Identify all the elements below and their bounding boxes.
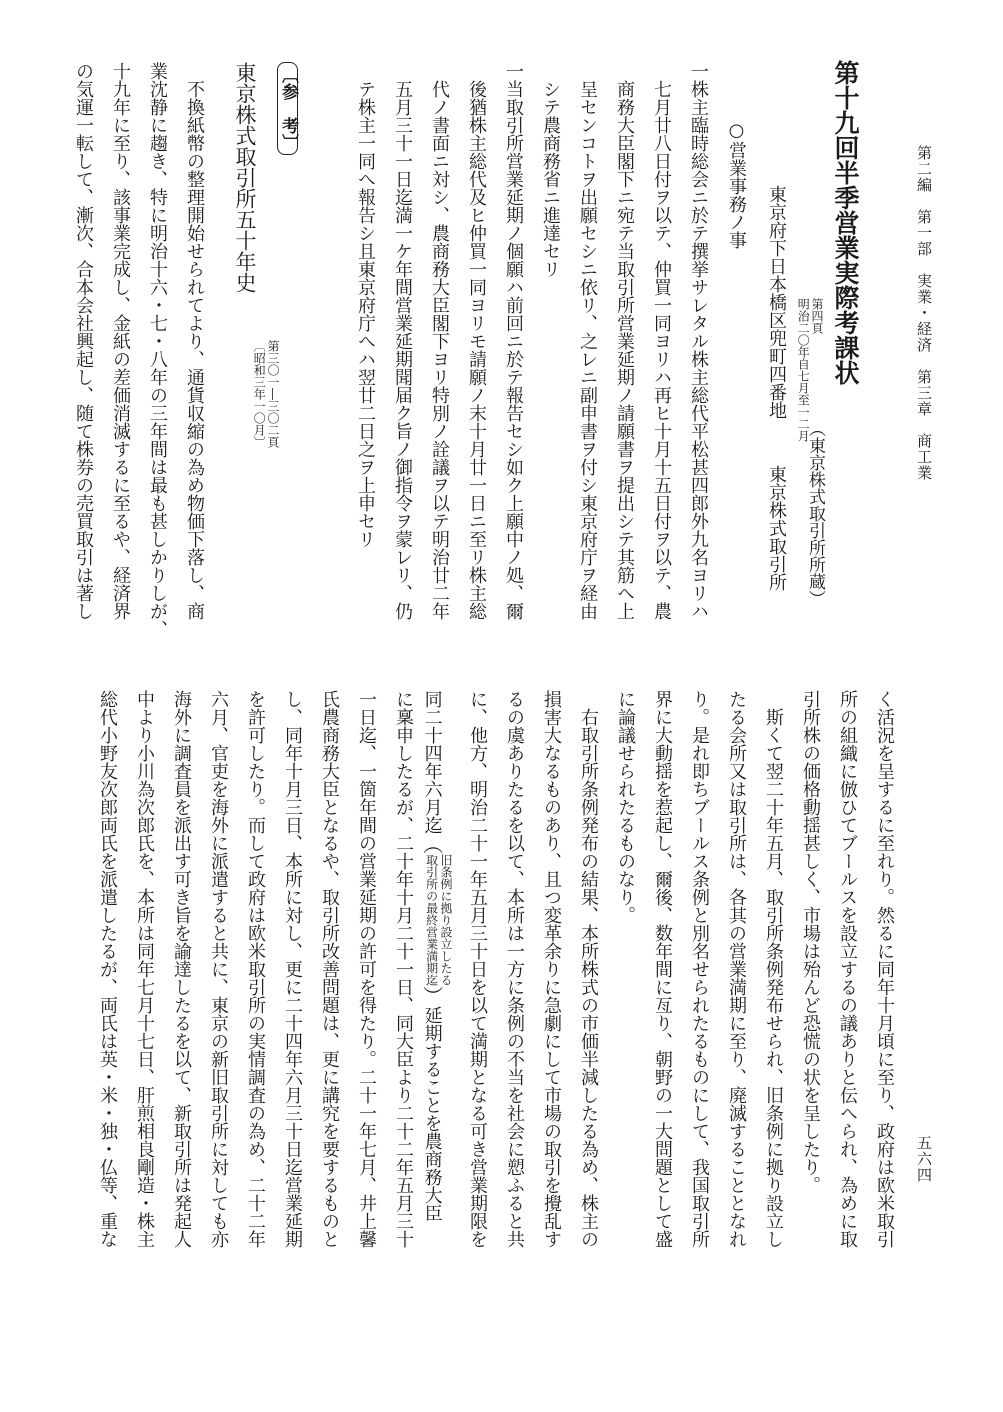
body-line: 商務大臣閣下ニ宛テ当取引所営業延期ノ請願書ヲ提出シテ其筋へ上 — [614, 80, 635, 620]
inline-note-line: 取引所の最終営業満期迄 — [424, 854, 439, 986]
body-line: テ株主一同へ報告シ且東京府庁へハ翌廿二日之ヲ上申セリ — [355, 80, 376, 548]
body-line: に論議せられたるものなり。 — [615, 690, 636, 924]
body-line-with-note: 同二十四年六月迄（旧条例に拠り設立したる 取引所の最終営業満期迄）延期することを農商務大臣 — [419, 690, 453, 1222]
body-line: 一株主臨時総会ニ於テ撰挙サレタル株主総代平松甚四郎外九名ヨリハ — [688, 62, 709, 620]
body-line: 一日迄、一箇年間の営業延期の許可を得たり。二十一年七月、井上馨 — [356, 690, 377, 1248]
body-line: 中より小川為次郎氏を、本所は同年七月十七日、肝煎相良剛造・株主 — [134, 690, 155, 1248]
reference-date: 〔昭和三年一〇月〕 — [252, 340, 267, 448]
body-line: 氏農商務大臣となるや、取引所改善問題は、更に講究を要するものと — [319, 690, 340, 1248]
body-text: 同二十四年六月迄 — [421, 690, 443, 834]
body-text: 延期することを農商務大臣 — [421, 1006, 443, 1222]
body-line: 右取引所条例発布の結果、本所株式の市価半減したる為め、株主の — [578, 708, 599, 1248]
body-line: に、他方、明治二十一年五月三十日を以て満期となる可き営業期限を — [467, 690, 488, 1248]
body-line: たる会所又は取引所は、各其の営業満期に至り、廃滅することとなれ — [726, 690, 747, 1248]
body-line: シテ農商務省ニ進達セリ — [540, 80, 561, 278]
document-title: 第十九回半季営業実際考課状 — [831, 60, 860, 385]
organization: 東京株式取引所 — [766, 465, 787, 591]
page-number: 五六四 — [915, 1135, 933, 1183]
body-line: 五月三十一日迄満一ケ年間営業延期聞届ク旨ノ御指令ヲ蒙レリ、仍 — [392, 80, 413, 620]
body-line: るの虞ありたるを以て、本所は一方に条例の不当を社会に愬ふると共 — [504, 690, 525, 1248]
inline-note-line: 旧条例に拠り設立したる — [439, 854, 453, 986]
body-line: 界に大動揺を惹起し、爾後、数年間に亙り、朝野の一大問題として盛 — [652, 690, 673, 1248]
body-line: 損害大なるものあり、且つ変革余りに急劇にして市場の取引を攪乱す — [541, 690, 562, 1248]
body-line: り。是れ即ちブールス条例と別名せられたるものにして、我国取引所 — [689, 690, 710, 1248]
body-line: を許可したり。而して政府は欧米取引所の実情調査の為め、二十二年 — [245, 690, 266, 1248]
body-line: 呈センコトヲ出願セシニ依リ、之レニ副申書ヲ付シ東京府庁ヲ経由 — [577, 80, 598, 620]
address: 東京府下日本橋区兜町四番地 — [766, 185, 787, 419]
reference-body-line: 業沈静に趨き、特に明治十六・七・八年の三年間は最も甚しかりしが、 — [147, 62, 168, 638]
body-line: 引所株の価格動揺甚しく、市場は殆んど恐慌の状を呈したり。 — [800, 690, 821, 1194]
reference-title: 東京株式取引所五十年史 — [233, 62, 257, 293]
section-heading: ○営業事務ノ事 — [726, 120, 747, 249]
reference-body-line: 十九年に至り、該事業完成し、金紙の差価消滅するに至るや、経済界 — [110, 62, 131, 620]
body-line: 後猶株主総代及ヒ仲買一同ヨリモ請願ノ末十月廿一日ニ至リ株主総 — [466, 80, 487, 620]
body-line: に稟申したるが、二十年十月二十一日、同大臣より二十二年五月三十 — [393, 690, 414, 1248]
body-line: 六月、官吏を海外に派遣すると共に、東京の新旧取引所に対しても亦 — [208, 690, 229, 1248]
running-header: 第二編 第一部 実業・経済 第三章 商工業 — [915, 145, 933, 481]
reference-pages: 第三〇一―三〇二頁 — [266, 340, 280, 448]
body-line: 代ノ書面ニ対シ、農商務大臣閣下ヨリ特別ノ詮議ヲ以テ明治廿二年 — [429, 80, 450, 620]
reference-body-line: 不換紙幣の整理開始せられてより、通貨収縮の為め物価下落し、商 — [184, 80, 205, 620]
inline-note — [424, 854, 453, 986]
body-line: 総代小野友次郎両氏を派遣したるが、両氏は英・米・独・仏等、重な — [97, 690, 118, 1248]
body-line: 海外に調査員を派出す可き旨を諭達したるを以て、新取引所は発起人 — [171, 690, 192, 1248]
body-line: 斯くて翌二十年五月、取引所条例発布せられ、旧条例に拠り設立し — [763, 708, 784, 1248]
reference-label: 〔参 考〕 — [277, 62, 298, 155]
body-line: 一当取引所営業延期ノ個願ハ前回ニ於テ報告セシ如ク上願中ノ処、爾 — [503, 62, 524, 620]
body-line: 所の組織に倣ひてブールスを設立するの議ありと伝へられ、為めに取 — [837, 690, 858, 1248]
body-line: く活況を呈するに至れり。然るに同年十月頃に至り、政府は欧米取引 — [874, 690, 895, 1248]
source-period: 明治二〇年自七月至一二月 — [796, 298, 811, 442]
reference-body-line: の気運一転して、漸次、合本会社興起し、随て株券の売買取引は著し — [73, 62, 94, 620]
source-page: 第四頁 — [810, 298, 824, 334]
collection-note: （東京株式取引所所蔵） — [805, 420, 825, 607]
body-line: し、同年十月三日、本所に対し、更に二十四年六月三十日迄営業延期 — [282, 690, 303, 1248]
body-line: 七月廿八日付ヲ以テ、仲買一同ヨリハ再ヒ十月十五日付ヲ以テ、農 — [651, 80, 672, 620]
reference-source — [249, 340, 279, 448]
